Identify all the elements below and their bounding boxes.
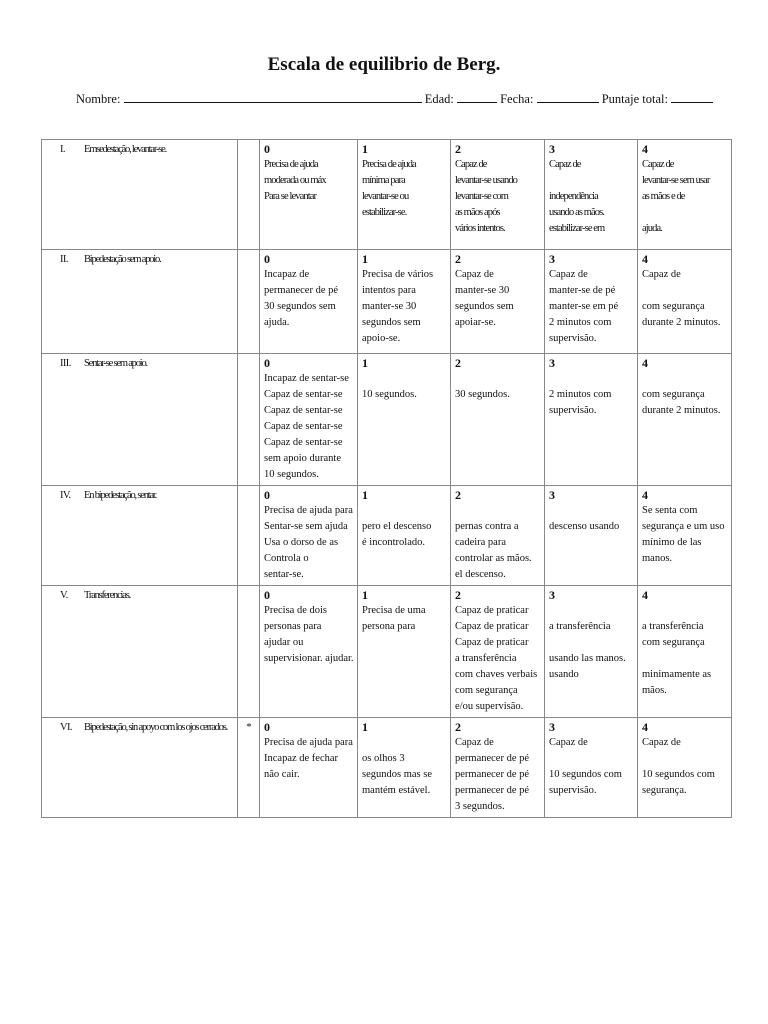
score-cell [260,354,358,486]
table-row [42,250,732,354]
score-cell [358,586,451,718]
edad-field[interactable] [457,91,497,103]
score-cell [358,486,451,586]
item-number: III. [60,358,71,369]
score-description: os olhos 3 segundos mas se mantém estável. [362,753,432,796]
fecha-label: Fecha: [500,92,534,106]
score-description: a transferência com segurança minimamente as mãos. [642,621,712,696]
table-row [42,718,732,818]
score-value: 0 [264,720,270,734]
score-value: 4 [642,356,648,370]
score-value: 1 [362,142,368,156]
item-cell [42,718,238,818]
table-row [42,140,732,250]
patient-info-line [76,91,713,107]
item-cell [42,140,238,250]
score-cell [638,250,732,354]
score-cell [545,486,638,586]
score-description: pernas contra a cadeira para controlar as mãos. el descenso. [455,521,532,580]
score-value: 4 [642,488,648,502]
score-description: descenso usando [549,521,620,532]
score-cell [638,486,732,586]
score-cell [545,250,638,354]
score-value: 4 [642,142,648,156]
score-description: Capaz de manter-se 30 segundos sem apoiar-se. [455,269,514,328]
table-row [42,486,732,586]
score-description: Capaz de 10 segundos com supervisão. [549,737,622,796]
score-cell [451,586,545,718]
score-value: 4 [642,252,648,266]
score-value: 3 [549,588,555,602]
score-cell [358,718,451,818]
score-value: 0 [264,142,270,156]
item-number: VI. [60,722,72,733]
item-mark [238,250,260,354]
table-row [42,354,732,486]
score-value: 2 [455,488,461,502]
score-value: 0 [264,488,270,502]
item-name: Bipedestação sem apoio. [84,254,161,265]
score-cell [545,354,638,486]
item-cell [42,354,238,486]
score-value: 3 [549,142,555,156]
score-description: Incapaz de sentar-se Capaz de sentar-se Capaz de sentar-se Capaz de sentar-se Capaz de sentar-se sem apoio durante 10 segundos. [264,373,349,480]
item-name: Sentar-se sem apoio. [84,358,147,369]
score-cell [260,250,358,354]
item-mark [238,486,260,586]
item-number: IV. [60,490,71,501]
edad-label: Edad: [424,92,454,106]
score-description: Precisa de uma persona para [362,605,426,632]
score-description: Precisa de dois personas para ajudar ou supervisionar. ajudar. [264,605,354,664]
score-description: 30 segundos. [455,389,510,400]
score-cell [260,586,358,718]
score-description: a transferência usando las manos. usando [549,621,626,680]
score-value: 3 [549,488,555,502]
score-cell [358,354,451,486]
score-description: Capaz de permanecer de pé permanecer de pé permanecer de pé 3 segundos. [455,737,530,812]
berg-scale-table [41,139,732,818]
score-description: Precisa de ajuda mínima para levantar-se ou estabilizar-se. [362,159,416,218]
score-description: Capaz de 10 segundos com segurança. [642,737,715,796]
item-mark [238,586,260,718]
score-cell [638,354,732,486]
score-value: 2 [455,142,461,156]
item-name: En bipedestação, sentar. [84,490,157,501]
score-description: Capaz de manter-se de pé manter-se em pé 2 minutos com supervisão. [549,269,619,344]
score-value: 3 [549,356,555,370]
fecha-field[interactable] [537,91,599,103]
score-description: Precisa de vários intentos para manter-se 30 segundos sem apoio-se. [362,269,434,344]
score-description: Precisa de ajuda moderada ou máx Para se levantar [264,159,326,202]
item-name: Bipedestação, sin apoyo com los ojos cerrados. [84,722,228,733]
score-cell [545,140,638,250]
score-description: Capaz de com segurança durante 2 minutos. [642,269,721,328]
score-description: 2 minutos com supervisão. [549,389,612,416]
score-value: 1 [362,252,368,266]
score-value: 1 [362,720,368,734]
item-name: Transferencias. [84,590,131,601]
score-cell [545,586,638,718]
score-cell [358,140,451,250]
score-cell [638,140,732,250]
item-cell [42,486,238,586]
score-description: Capaz de levantar-se sem usar as mãos e de ajuda. [642,159,710,234]
score-description: 10 segundos. [362,389,417,400]
nombre-label: Nombre: [76,92,121,106]
score-value: 4 [642,588,648,602]
score-value: 4 [642,720,648,734]
score-description: Se senta com segurança e um uso mínimo de las manos. [642,505,725,564]
score-description: com segurança durante 2 minutos. [642,389,721,416]
score-value: 3 [549,252,555,266]
item-number: I. [60,144,65,155]
score-cell [451,250,545,354]
score-value: 1 [362,356,368,370]
score-value: 2 [455,588,461,602]
item-mark [238,354,260,486]
score-value: 1 [362,588,368,602]
score-description: Incapaz de permanecer de pé 30 segundos sem ajuda. [264,269,339,328]
score-description: Precisa de ajuda para Incapaz de fechar não cair. [264,737,353,780]
score-cell [451,486,545,586]
item-number: V. [60,590,68,601]
score-value: 3 [549,720,555,734]
score-description: Precisa de ajuda para Sentar-se sem ajuda Usa o dorso de as Controla o sentar-se. [264,505,353,580]
score-cell [638,586,732,718]
score-description: pero el descenso é incontrolado. [362,521,432,548]
item-cell [42,250,238,354]
item-mark [238,140,260,250]
page-title: Escala de equilibrio de Berg. [267,54,501,75]
score-value: 2 [455,720,461,734]
score-value: 2 [455,252,461,266]
score-value: 2 [455,356,461,370]
item-name: Emsedestação, levantar-se. [84,144,166,155]
item-cell [42,586,238,718]
item-mark: * [238,718,260,818]
score-cell [260,718,358,818]
score-value: 1 [362,488,368,502]
score-cell [451,140,545,250]
nombre-field[interactable] [124,91,422,103]
puntaje-field[interactable] [671,91,713,103]
table-row [42,586,732,718]
score-value: 0 [264,252,270,266]
score-cell [260,486,358,586]
score-cell [545,718,638,818]
score-cell [260,140,358,250]
score-description: Capaz de praticar Capaz de praticar Capaz de praticar a transferência com chaves verbais com segurança e/ou supervisão. [455,605,538,712]
score-value: 0 [264,588,270,602]
score-value: 0 [264,356,270,370]
score-cell [451,718,545,818]
score-description: Capaz de independência usando as mãos. estabilizar-se em [549,159,605,234]
score-cell [358,250,451,354]
score-cell [451,354,545,486]
puntaje-label: Puntaje total: [601,92,668,106]
score-description: Capaz de levantar-se usando levantar-se com as mãos após vários intentos. [455,159,518,234]
item-number: II. [60,254,68,265]
score-cell [638,718,732,818]
